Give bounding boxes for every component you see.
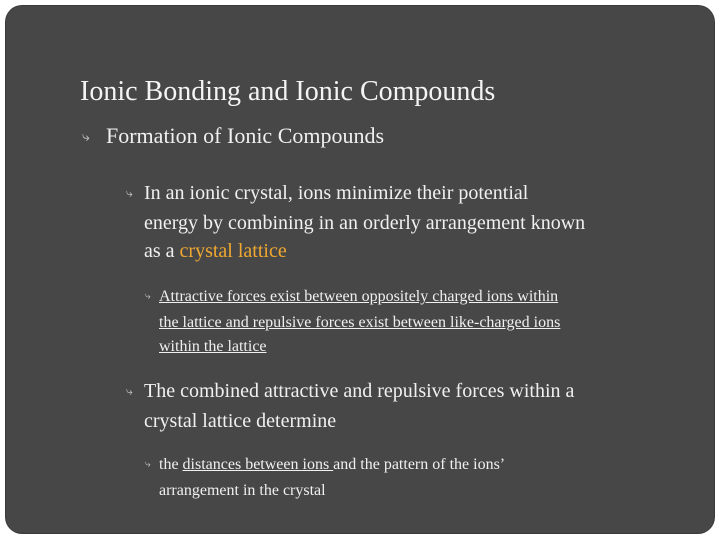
subpoint-2-suffix: and the pattern of the ions’ [333, 456, 506, 473]
subpoint-1-line-2: the lattice and repulsive forces exist between like-charged ions [159, 314, 561, 331]
point-1-subpoint [145, 285, 679, 359]
distances-between-ions-term: distances between ions [182, 456, 334, 473]
heading-bullet [82, 123, 384, 149]
point-2-line-2: crystal lattice determine [144, 410, 337, 432]
slide [6, 6, 714, 533]
arrow-bullet-icon: ⤷ [145, 291, 151, 302]
arrow-bullet-icon: ⤷ [82, 129, 90, 145]
slide-title: Ionic Bonding and Ionic Compounds [80, 76, 496, 107]
point-2 [126, 377, 704, 435]
arrow-bullet-icon: ⤷ [126, 384, 133, 398]
point-2-text-1: The combined attractive and repulsive forces within a [144, 380, 575, 402]
point-1-line-1 [126, 179, 704, 209]
point-1-line-3 [144, 237, 704, 265]
subpoint-1-text-1: Attractive forces exist between oppositely charged ions within [159, 288, 559, 305]
point-2-subpoint [145, 453, 679, 503]
subpoint-2-prefix: the [159, 456, 183, 473]
arrow-bullet-icon: ⤷ [126, 186, 133, 200]
subpoint-1-line-1 [145, 285, 679, 311]
subpoint-1-line-3: within the lattice [159, 338, 267, 355]
arrow-bullet-icon: ⤷ [145, 459, 151, 470]
point-1-text-3: as a [144, 240, 180, 262]
crystal-lattice-term: crystal lattice [179, 240, 287, 262]
point-1 [126, 179, 704, 265]
point-1-line-2: energy by combining in an orderly arrangement known [144, 212, 586, 234]
subpoint-2-line-1 [145, 453, 679, 479]
point-2-line-1 [126, 377, 704, 407]
subpoint-2-line-2: arrangement in the crystal [159, 482, 326, 499]
heading-bullet-text: Formation of Ionic Compounds [106, 123, 385, 148]
point-1-text-1: In an ionic crystal, ions minimize their potential [144, 182, 529, 204]
